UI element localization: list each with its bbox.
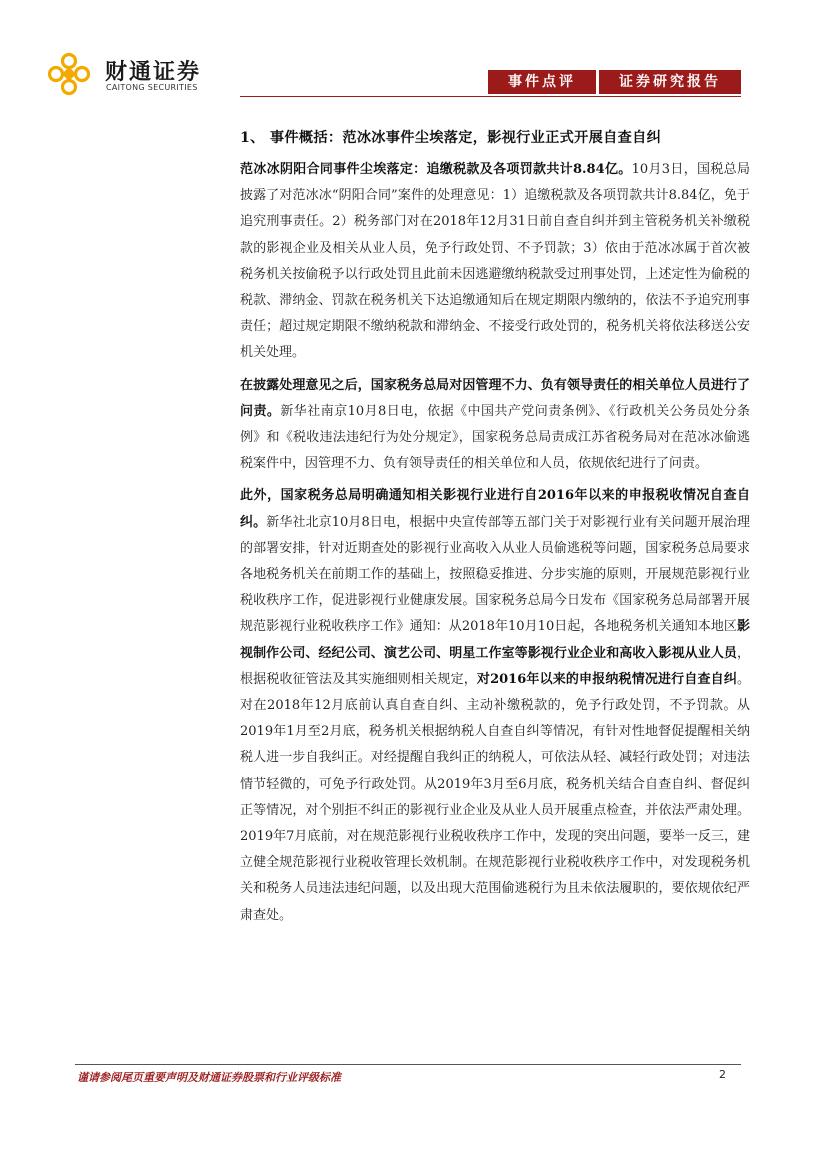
paragraph-text: ，根据税收征管法及其实施细则相关规定， <box>240 645 750 687</box>
header-divider <box>240 96 741 97</box>
paragraph-1 <box>240 157 750 367</box>
tab-research-report: 证券研究报告 <box>599 70 741 94</box>
caitong-logo-icon <box>47 52 91 96</box>
brand-subtitle: CAITONG SECURITIES <box>106 83 198 92</box>
brand-name: 财通证券 <box>105 60 202 85</box>
paragraph-lead: 范冰冰阴阳合同事件尘埃落定：追缴税款及各项罚款共计8.84亿。 <box>240 162 632 177</box>
paragraph-text: 。对在2018年12月底前认真自查自纠、主动补缴税款的，免予行政处罚，不予罚款。从2019年1月至2月底，税务机关根据纳税人自查自纠等情况，有针对性地督促提醒相关纳税人进一步自我纠正。对经提醒自我纠正的纳税人，可依法从轻、减轻行政处罚；对违法情节轻微的，可免予行政处罚。从2019年3月至6月底，税务机关结合自查自纠、督促纠正等情况，对个别拒不纠正的影视行业企业及从业人员开展重点检查，并依法严肃处理。2019年7月底前，对在规范影视行业税收秩序工作中，发现的突出问题，要举一反三，建立健全规范影视行业税收管理长效机制。在规范影视行业税收秩序工作中，对发现税务机关和税务人员违法违纪问题，以及出现大范围偷逃税行为且未依法履职的，要依规依纪严肃查处。 <box>240 671 750 923</box>
tab-event-comment: 事件点评 <box>488 70 596 94</box>
paragraph-lead: 在披露处理意见之后，国家税务总局对因管理不力、负有领导责任的相关单位人员进行了问责。 <box>240 377 750 419</box>
paragraph-text: 新华社南京10月8日电，依据《中国共产党问责条例》、《行政机关公务员处分条例》和《税收违法违纪行为处分规定》，国家税务总局责成江苏省税务局对在范冰冰偷逃税案件中，因管理不力、负有领导责任的相关单位和人员，依规依纪进行了问责。 <box>240 403 750 472</box>
report-body <box>240 125 750 935</box>
footer-disclaimer: 谨请参阅尾页重要声明及财通证券股票和行业评级标准 <box>77 1071 341 1084</box>
paragraph-text: 10月3日，国税总局披露了对范冰冰“阴阳合同”案件的处理意见：1）追缴税款及各项罚款共计8.84亿，免于追究刑事责任。2）税务部门对在2018年12月31日前自查自纠并到主管税务机关补缴税款的影视企业及相关从业人员，免予行政处罚、不予罚款；3）依由于范冰冰属于首次被税务机关按偷税予以行政处罚且此前未因逃避缴纳税款受过刑事处罚，上述定性为偷税的税款、滞纳金、罚款在税务机关下达追缴通知后在规定期限内缴纳的，依法不予追究刑事责任；超过规定期限不缴纳税款和滞纳金、不接受行政处罚的，税务机关将依法移送公安机关处理。 <box>240 162 750 361</box>
paragraph-emphasis: 影视制作公司、经纪公司、演艺公司、明星工作室等影视行业企业和高收入影视从业人员 <box>240 619 750 661</box>
company-logo <box>47 52 247 96</box>
report-type-tabs <box>485 70 741 94</box>
footer-divider <box>75 1064 741 1065</box>
paragraph-2 <box>240 373 750 478</box>
paragraph-emphasis: 对2016年以来的申报纳税情况进行自查自纠 <box>476 671 737 687</box>
paragraph-3 <box>240 483 750 928</box>
paragraph-lead: 此外，国家税务总局明确通知相关影视行业进行自2016年以来的申报税收情况自查自纠。 <box>240 488 750 530</box>
paragraph-text: 新华社北京10月8日电，根据中央宣传部等五部门关于对影视行业有关问题开展治理的部署安排，针对近期查处的影视行业高收入从业人员偷逃税等问题，国家税务总局要求各地税务机关在前期工作的基础上，按照稳妥推进、分步实施的原则，开展规范影视行业税收秩序工作，促进影视行业健康发展。国家税务总局今日发布《国家税务总局部署开展规范影视行业税收秩序工作》通知：从2018年10月10日起，各地税务机关通知本地区 <box>240 514 750 635</box>
section-title: 1、 事件概括：范冰冰事件尘埃落定，影视行业正式开展自查自纠 <box>240 130 662 146</box>
page-number: 2 <box>719 1068 726 1081</box>
